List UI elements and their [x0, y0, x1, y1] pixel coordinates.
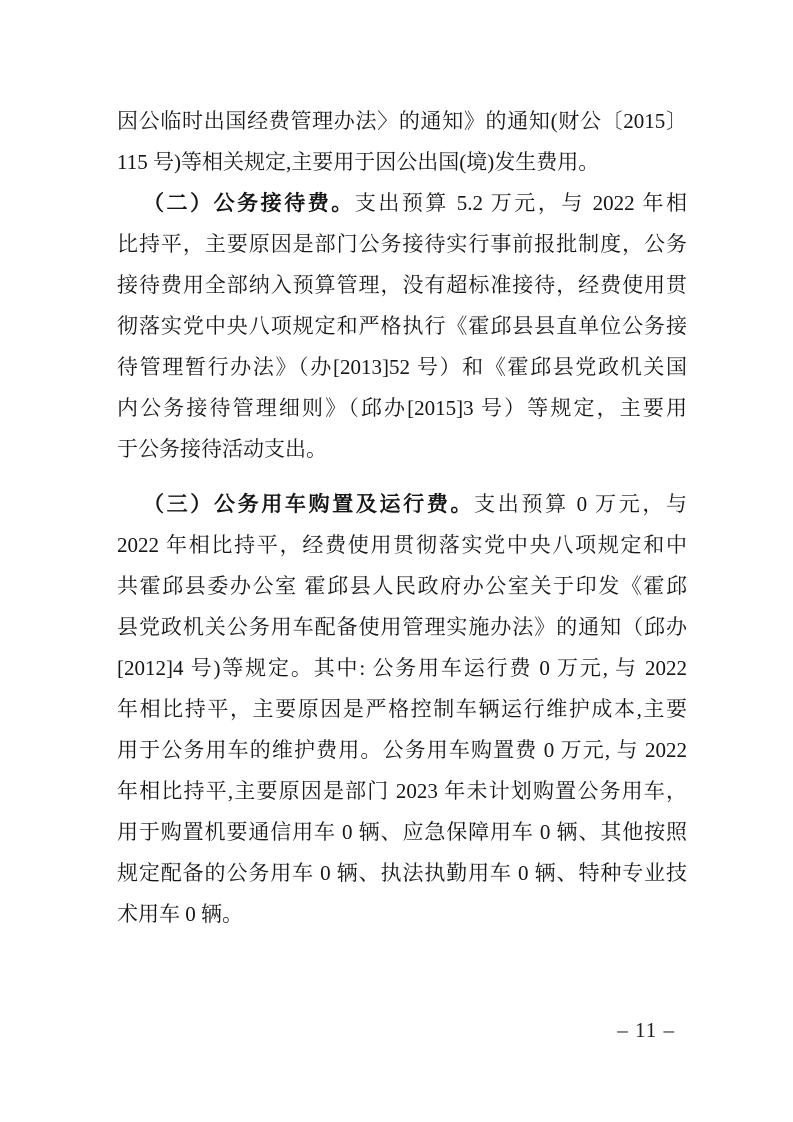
document-line: 年相比持平,主要原因是部门 2023 年未计划购置公务用车， — [117, 779, 687, 803]
document-line: 规定配备的公务用车 0 辆、执法执勤用车 0 辆、特种专业技 — [117, 861, 687, 885]
document-line: 用于公务用车的维护费用。公务用车购置费 0 万元, 与 2022 — [117, 738, 687, 762]
document-line-text: 支出预算 5.2 万元，与 2022 年相 — [354, 191, 688, 215]
document-line: 待管理暂行办法》（办[2013]52 号）和《霍邱县党政机关国 — [117, 355, 687, 379]
document-line: 比持平，主要原因是部门公务接待实行事前报批制度，公务 — [117, 232, 687, 256]
document-line: 术用车 0 辆。 — [117, 902, 243, 926]
document-line: 彻落实党中央八项规定和严格执行《霍邱县县直单位公务接 — [117, 314, 687, 338]
paragraph-official-vehicle-expense — [117, 484, 687, 935]
document-line: 于公务接待活动支出。 — [117, 437, 327, 461]
document-line: 用于购置机要通信用车 0 辆、应急保障用车 0 辆、其他按照 — [117, 820, 687, 844]
document-line: 115 号)等相关规定,主要用于因公出国(境)发生费用。 — [117, 150, 600, 174]
document-body — [117, 101, 687, 935]
document-line — [117, 484, 687, 525]
document-line: [2012]4 号)等规定。其中: 公务用车运行费 0 万元, 与 2022 — [117, 656, 687, 680]
document-line: 2022 年相比持平，经费使用贯彻落实党中央八项规定和中 — [117, 533, 687, 557]
paragraph-official-reception-expense — [117, 183, 687, 470]
document-line: 县党政机关公务用车配备使用管理实施办法》的通知（邱办 — [117, 615, 687, 639]
document-line: 因公临时出国经费管理办法〉的通知》的通知(财公〔2015〕 — [117, 109, 687, 133]
section-heading-vehicle-expense: （三）公务用车购置及运行费。 — [143, 492, 475, 516]
document-line: 年相比持平，主要原因是严格控制车辆运行维护成本,主要 — [117, 697, 687, 721]
document-line: 接待费用全部纳入预算管理，没有超标准接待，经费使用贯 — [117, 273, 687, 297]
document-line: 内公务接待管理细则》（邱办[2015]3 号）等规定，主要用 — [117, 396, 687, 420]
paragraph-overseas-travel-continuation — [117, 101, 687, 183]
document-line: 共霍邱县委办公室 霍邱县人民政府办公室关于印发《霍邱 — [117, 574, 687, 598]
section-heading-reception-expense: （二）公务接待费。 — [143, 191, 355, 215]
document-line-text: 支出预算 0 万元，与 — [474, 492, 688, 516]
document-line — [117, 183, 687, 224]
page-number: – 11 – — [617, 1018, 675, 1042]
